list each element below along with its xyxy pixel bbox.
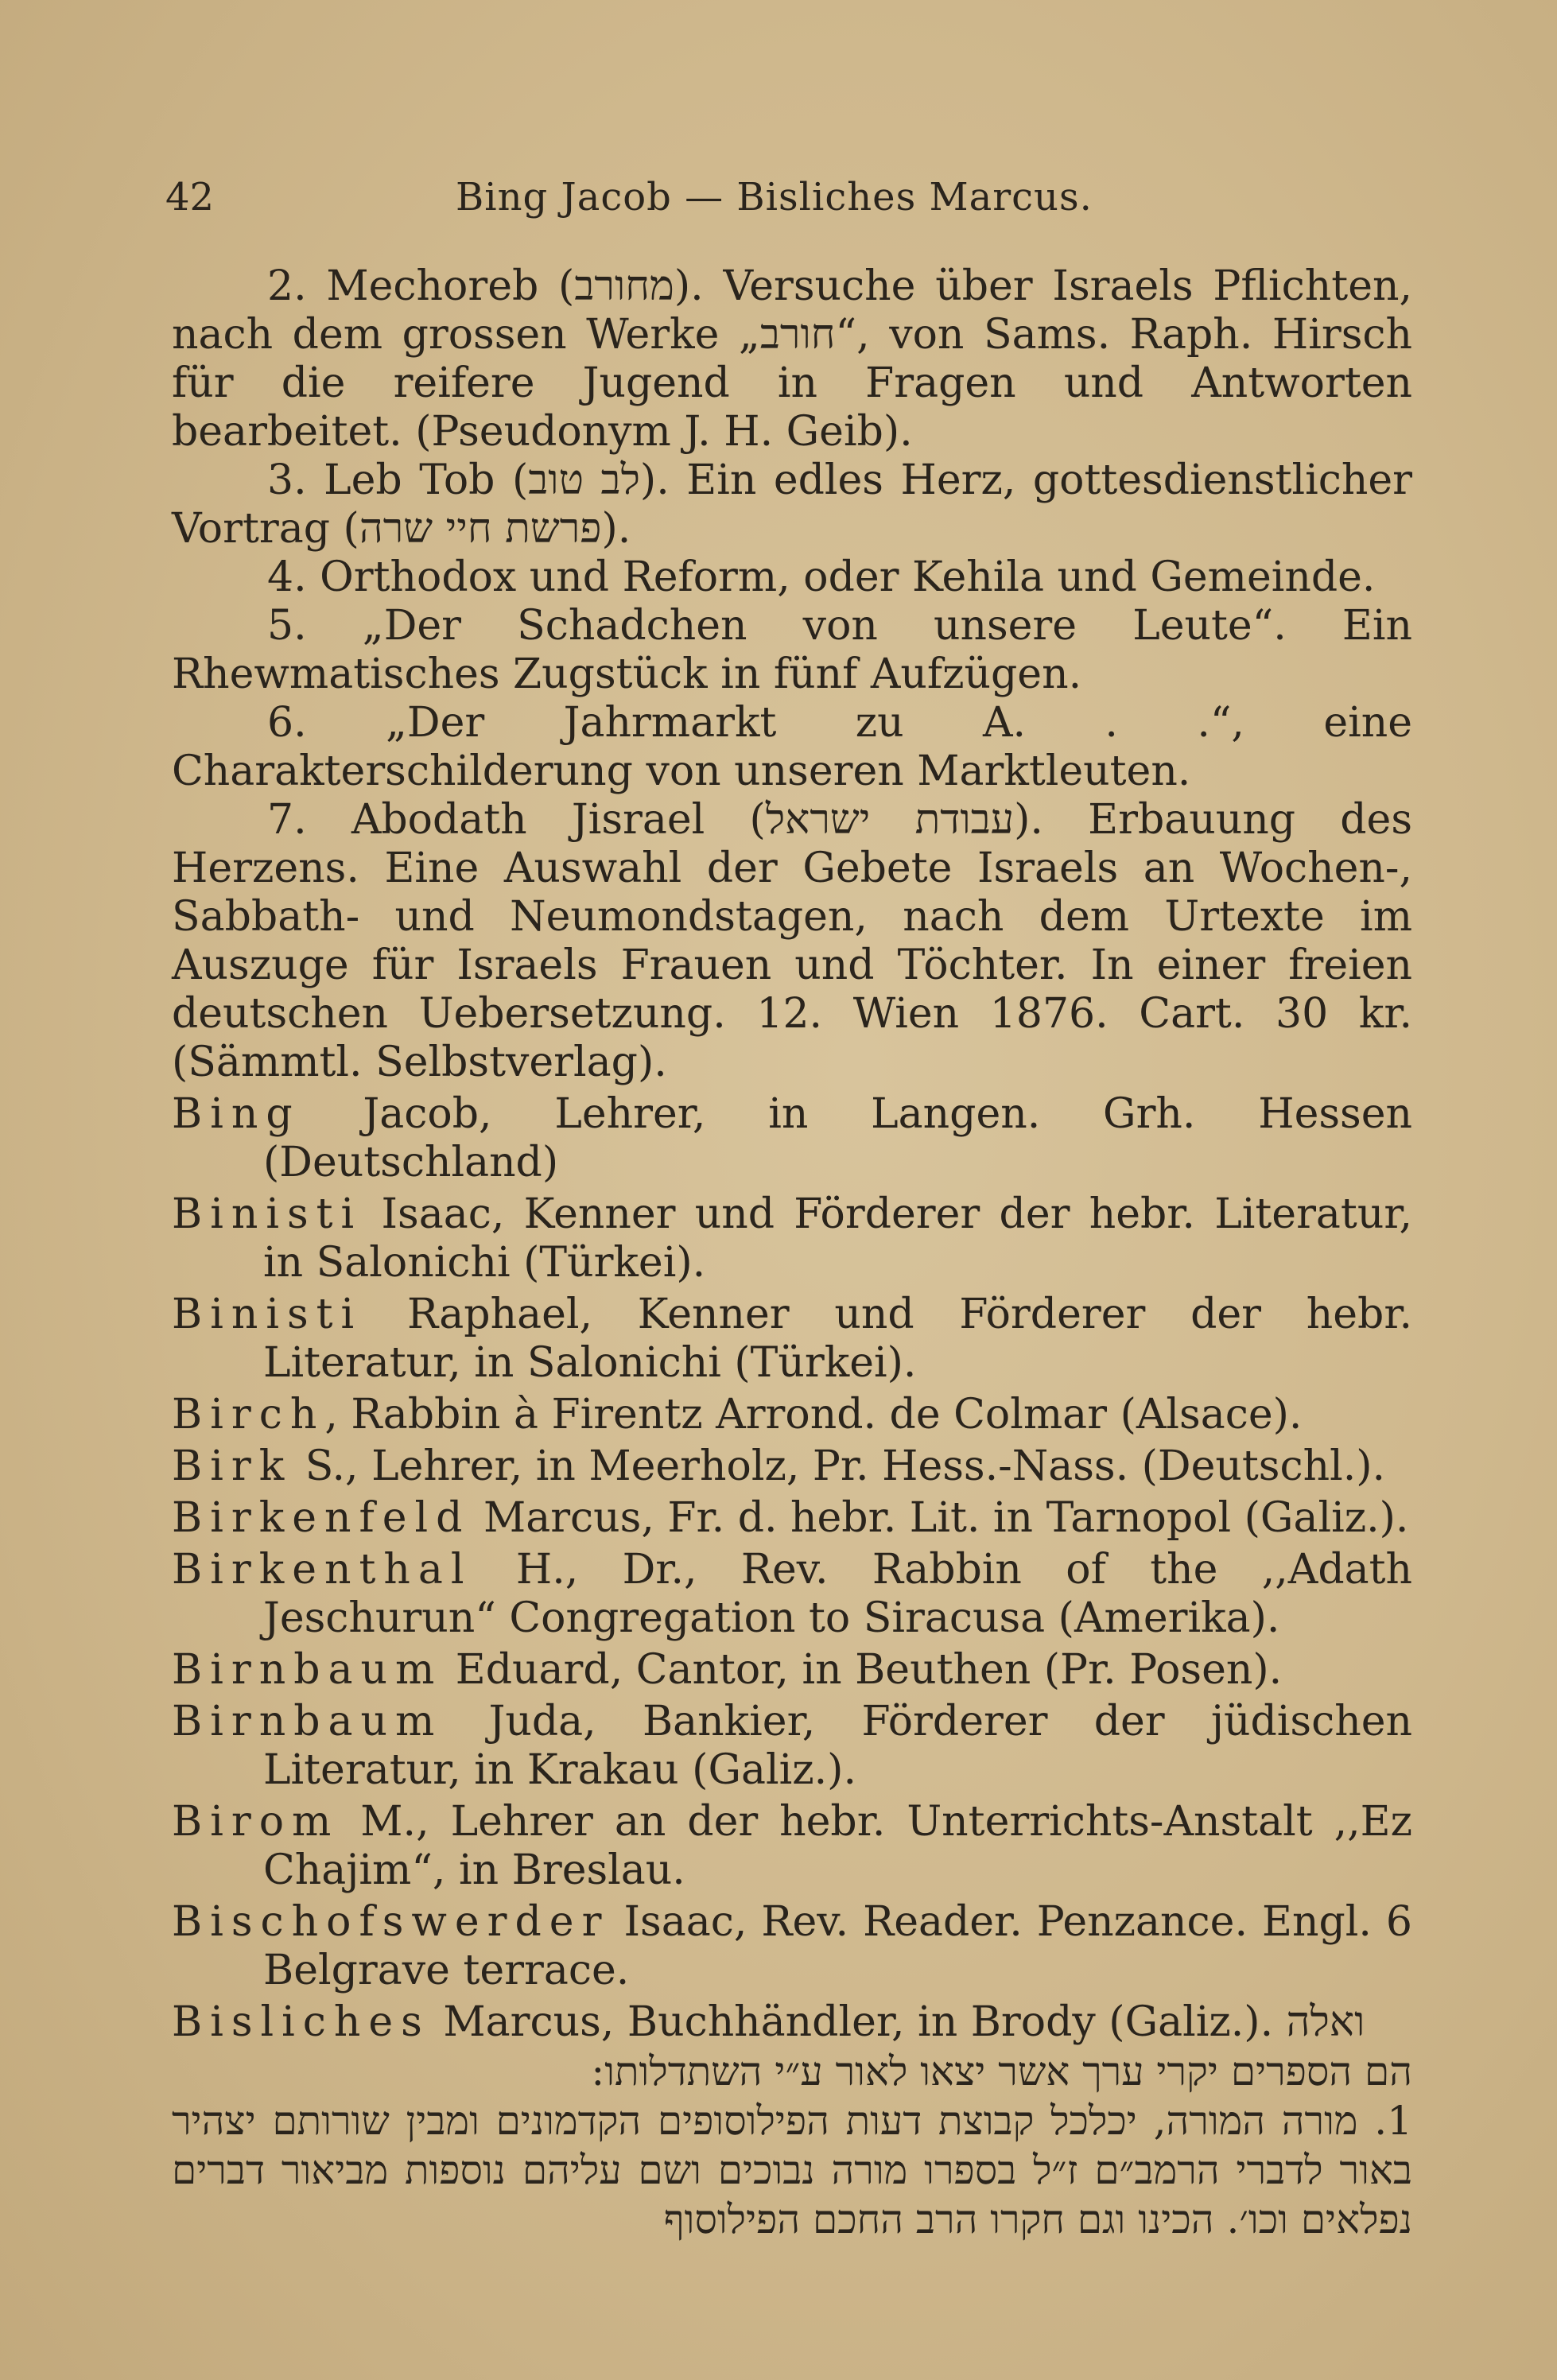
entry-text: Isaac, Rev. Reader. Penzance. Engl. 6 Belgrave terrace. — [263, 1898, 1412, 1994]
entry-surname: Birk — [172, 1442, 293, 1490]
page-body — [172, 262, 1412, 2244]
entry-surname: Birnbaum — [172, 1646, 443, 1694]
biographical-entry — [172, 1698, 1412, 1795]
entry-surname: Birch — [172, 1391, 325, 1438]
entry-surname: Bing — [172, 1090, 301, 1138]
entry-surname: Binisti — [172, 1190, 363, 1238]
biographical-entry — [172, 1898, 1412, 1995]
biographical-entry — [172, 1291, 1412, 1388]
entry-surname: Birnbaum — [172, 1698, 443, 1745]
biographical-entry — [172, 1494, 1412, 1543]
entry-text: Juda, Bankier, Förderer der jüdischen Literatur, in Krakau (Galiz.). — [263, 1698, 1412, 1794]
entry-text: M., Lehrer an der hebr. Unterrichts-Anstalt ,,Ez Chajim“, in Breslau. — [263, 1798, 1412, 1894]
entry-text: Marcus, Buchhändler, in Brody (Galiz.). ואלה — [429, 1998, 1365, 2046]
entry-text: , Rabbin à Firentz Arrond. de Colmar (Alsace). — [324, 1391, 1303, 1438]
work-item: 4. Orthodox und Reform, oder Kehila und Gemeinde. — [267, 553, 1376, 601]
biographical-entry — [172, 1998, 1412, 2047]
entry-text: Eduard, Cantor, in Beuthen (Pr. Posen). — [442, 1646, 1283, 1694]
biographical-entry — [172, 1646, 1412, 1695]
page-header — [165, 175, 1398, 231]
entry-surname: Bisliches — [172, 1998, 430, 2046]
biographical-entry — [172, 1190, 1412, 1287]
entry-surname: Binisti — [172, 1291, 363, 1338]
entry-surname: Birkenthal — [172, 1546, 472, 1594]
biographical-entry — [172, 1090, 1412, 1187]
biographical-entry — [172, 1391, 1412, 1439]
entry-text: Marcus, Fr. d. hebr. Lit. in Tarnopol (Galiz.). — [470, 1494, 1409, 1542]
entry-text: Jacob, Lehrer, in Langen. Grh. Hessen (Deutschland) — [263, 1090, 1412, 1186]
entry-text: S., Lehrer, in Meerholz, Pr. Hess.-Nass. (Deutschl.). — [292, 1442, 1386, 1490]
work-item: 2. Mechoreb (מחורב). Versuche über Israels Pflichten, nach dem grossen Werke „חורב“, von Sams. Raph. Hirsch für die reifere Jugend in Fragen und Antworten bearbeitet. (Pseudonym J. H. Geib). — [172, 262, 1412, 456]
work-item: 7. Abodath Jisrael (עבודת ישראל). Erbauung des Herzens. Eine Auswahl der Gebete Israels an Wochen-, Sabbath- und Neumondstagen, nach dem Urtexte im Auszuge für Israels Frauen und Töchter. In einer freien deutschen Uebersetzung. 12. Wien 1876. Cart. 30 kr. (Sämmtl. Selbstverlag). — [172, 796, 1413, 1086]
running-title: Bing Jacob — Bisliches Marcus. — [456, 175, 1093, 219]
page-number: 42 — [165, 175, 215, 219]
hebrew-paragraph: 1. מורה המורה, יכלכל קבוצת דעות הפילוסופים הקדמונים ומבין שורותם יצהיר באור לדברי הרמב״ם ז״ל בספרו מורה נבוכים ושם עליהם נוספות מביאור דברים נפלאים וכו׳. הכינו וגם חקרו הרב החכם הפילוסוף — [172, 2098, 1412, 2242]
work-item: 3. Leb Tob (לב טוב). Ein edles Herz, gottesdienstlicher Vortrag (פרשת חיי שרה). — [172, 456, 1413, 553]
entry-text: H., Dr., Rev. Rabbin of the ,,Adath Jeschurun“ Congregation to Siracusa (Amerika). — [263, 1546, 1412, 1642]
entry-surname: Birkenfeld — [172, 1494, 471, 1542]
entry-surname: Bischofswerder — [172, 1898, 610, 1946]
hebrew-intro-line: הם הספרים יקרי ערך אשר יצאו לאור ע״י השתדלותו: — [591, 2048, 1412, 2095]
entry-text: Isaac, Kenner und Förderer der hebr. Literatur, in Salonichi (Türkei). — [263, 1190, 1412, 1287]
work-item: 5. „Der Schadchen von unsere Leute“. Ein Rhewmatisches Zugstück in fünf Aufzügen. — [172, 602, 1412, 698]
work-item: 6. „Der Jahrmarkt zu A. . .“, eine Charakterschilderung von unseren Marktleuten. — [172, 699, 1412, 795]
biographical-entry — [172, 1442, 1412, 1491]
entry-surname: Birom — [172, 1798, 340, 1846]
biographical-entry — [172, 1798, 1412, 1895]
entry-text: Raphael, Kenner und Förderer der hebr. Literatur, in Salonichi (Türkei). — [263, 1291, 1412, 1387]
biographical-entry — [172, 1546, 1412, 1643]
